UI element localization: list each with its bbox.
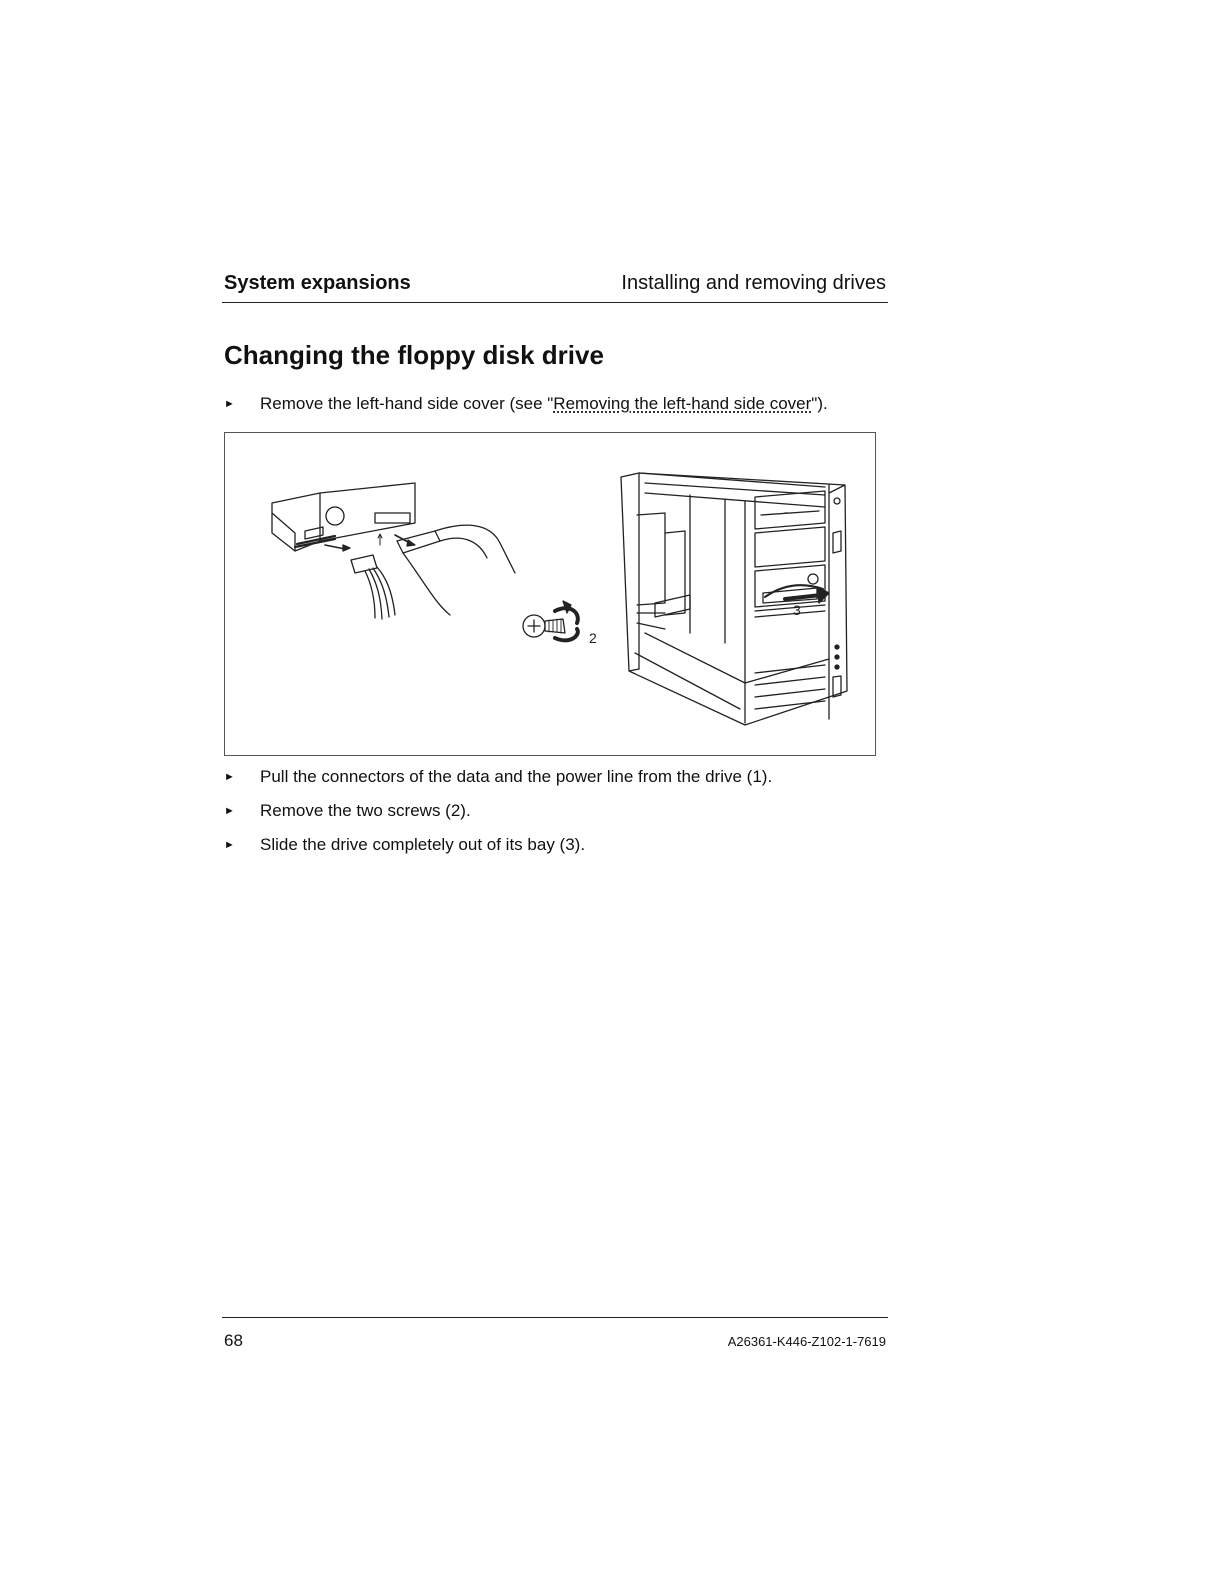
document-code: A26361-K446-Z102-1-7619: [727, 1334, 886, 1349]
header-chapter: Installing and removing drives: [621, 272, 886, 294]
page-number: 68: [224, 1331, 243, 1350]
tower-case-illustration: [621, 473, 847, 725]
footer-rule: [222, 1317, 888, 1318]
step-text-after-link: ").: [811, 394, 828, 413]
floppy-removal-illustration: [225, 433, 877, 757]
step-text: Pull the connectors of the data and the power line from the drive (1).: [260, 767, 773, 786]
step-text: Remove the two screws (2).: [260, 801, 471, 820]
step-slide-drive: [224, 835, 585, 855]
bullet-arrow-icon: ►: [224, 398, 235, 410]
cross-reference-link[interactable]: Removing the left-hand side cover: [553, 394, 812, 413]
power-connector-illustration: [351, 555, 395, 619]
bullet-arrow-icon: ►: [224, 839, 235, 851]
header-rule: [222, 302, 888, 303]
bullet-arrow-icon: ►: [224, 771, 235, 783]
bullet-arrow-icon: ►: [224, 805, 235, 817]
step-remove-screws: [224, 801, 471, 821]
page-title: Changing the floppy disk drive: [224, 340, 604, 370]
header-section: System expansions: [224, 272, 411, 294]
callout-2: 2: [589, 630, 597, 646]
step-pull-connectors: [224, 767, 772, 787]
screw-illustration: [523, 601, 578, 640]
floppy-drive-rear-illustration: [272, 483, 415, 551]
figure-floppy-removal: [224, 432, 876, 756]
data-cable-illustration: [397, 525, 515, 615]
step-text: Slide the drive completely out of its bay (3).: [260, 835, 586, 854]
step-remove-cover: [224, 394, 828, 414]
callout-3: 3: [793, 602, 801, 618]
step-text-before-link: Remove the left-hand side cover (see ": [260, 394, 554, 413]
